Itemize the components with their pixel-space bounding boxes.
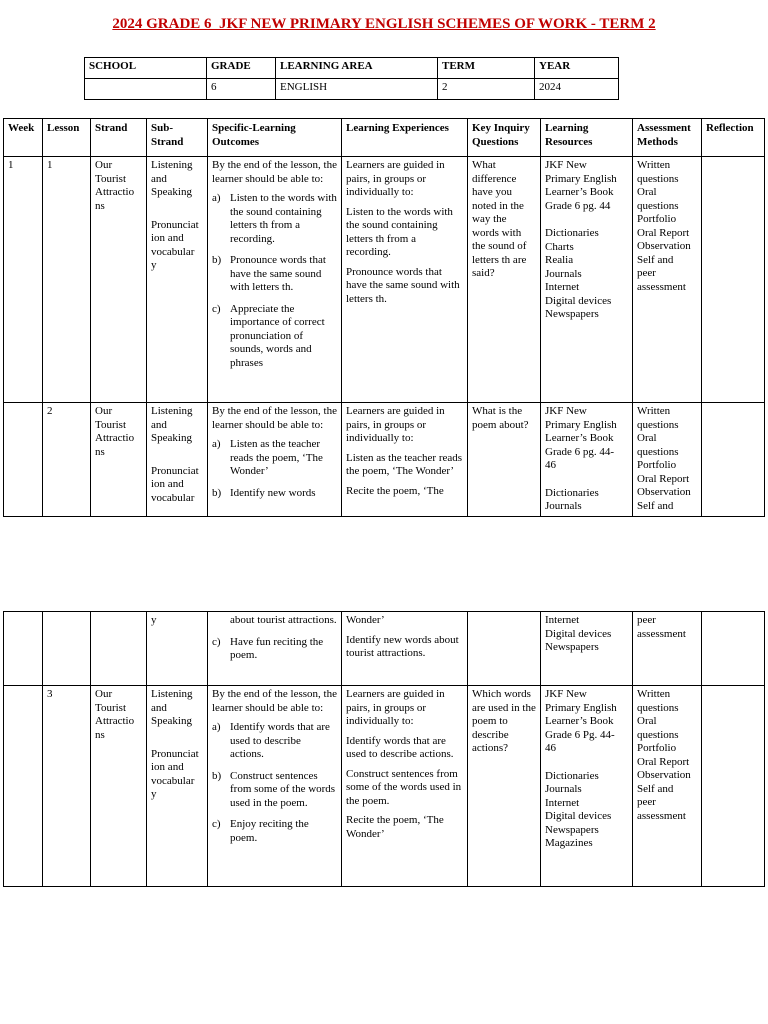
outcome-item: c) Enjoy reciting the poem.: [212, 818, 309, 844]
table-row: [4, 157, 765, 403]
experiences-cell: Learners are guided in pairs, in groups or individually to: Listen to the words with the sound containing letters th from a recording. Pronounce words that have the same sound with letters th.: [342, 157, 468, 403]
experiences-cell: Learners are guided in pairs, in groups or individually to: Listen as the teacher reads the poem, ‘The Wonder’ Recite the poem, ‘The: [342, 403, 468, 517]
column-header-row: [4, 119, 765, 157]
lesson-cell: [43, 612, 91, 686]
resources-cell: JKF New Primary English Learner’s Book Grade 6 pg. 44 Dictionaries Charts Realia Journals Internet Digital devices Newspapers: [541, 157, 633, 403]
reflection-header: Reflection: [702, 119, 765, 157]
lesson-cell: 1: [43, 157, 91, 403]
questions-header: Key Inquiry Questions: [468, 119, 541, 157]
week-cell: [4, 686, 43, 887]
lesson-cell: 2: [43, 403, 91, 517]
strand-cell: Our Tourist Attractio ns: [91, 157, 147, 403]
outcome-intro: By the end of the lesson, the learner should be able to:: [212, 159, 337, 185]
resources-cell: JKF New Primary English Learner’s Book Grade 6 pg. 44- 46 Dictionaries Journals: [541, 403, 633, 517]
strand-cell: Our Tourist Attractio ns: [91, 403, 147, 517]
assessment-cell: Written questions Oral questions Portfolio Oral Report Observation Self and: [633, 403, 702, 517]
strand-cell: [91, 612, 147, 686]
info-header-row: [85, 58, 619, 79]
outcome-item: c) Appreciate the importance of correct pronunciation of sounds, words and phrases: [212, 302, 325, 369]
outcome-item: b) Pronounce words that have the same sound with letters th.: [212, 254, 326, 293]
reflection-cell: [702, 686, 765, 887]
week-cell: 1: [4, 157, 43, 403]
info-value-row: [85, 79, 619, 100]
table-row: [4, 686, 765, 887]
year-value: 2024: [535, 79, 619, 100]
outcomes-cell: [208, 157, 342, 403]
experiences-header: Learning Experiences: [342, 119, 468, 157]
assessment-cell: Written questions Oral questions Portfolio Oral Report Observation Self and peer assessment: [633, 686, 702, 887]
sub-strand-primary: Listening and Speaking: [151, 159, 193, 198]
outcome-item: a) Listen as the teacher reads the poem, ‘The Wonder’: [212, 438, 323, 477]
experiences-cell: Wonder’ Identify new words about tourist attractions.: [342, 612, 468, 686]
lesson-cell: 3: [43, 686, 91, 887]
reflection-cell: [702, 612, 765, 686]
grade-header: GRADE: [207, 58, 276, 79]
scheme-table-page-2: [3, 611, 765, 887]
assessment-header: Assessment Methods: [633, 119, 702, 157]
question-cell: What is the poem about?: [468, 403, 541, 517]
page-title: 2024 GRADE 6 JKF NEW PRIMARY ENGLISH SCHEMES OF WORK - TERM 2: [112, 16, 656, 32]
year-header: YEAR: [535, 58, 619, 79]
outcomes-cell: By the end of the lesson, the learner should be able to: a) Listen as the teacher reads the poem, ‘The Wonder’ b) Identify new words: [208, 403, 342, 517]
school-header: SCHOOL: [85, 58, 207, 79]
outcome-item: a) Identify words that are used to describe actions.: [212, 721, 330, 760]
strand-cell: Our Tourist Attractio ns: [91, 686, 147, 887]
week-cell: [4, 403, 43, 517]
outcome-item: b) Construct sentences from some of the words used in the poem.: [212, 769, 336, 809]
sub-strand-cell: Listening and Speaking Pronunciat ion and vocabular: [147, 403, 208, 517]
table-row: [4, 403, 765, 517]
outcomes-cell: [208, 612, 342, 686]
sub-strand-cell: [147, 157, 208, 403]
assessment-cell: peer assessment: [633, 612, 702, 686]
grade-value: 6: [207, 79, 276, 100]
outcome-item: b) Identify new words: [212, 486, 316, 499]
outcome-item: a) Listen to the words with the sound containing letters th from a recording.: [212, 192, 337, 245]
term-header: TERM: [438, 58, 535, 79]
question-cell: [468, 612, 541, 686]
school-value: [85, 79, 207, 100]
sub-strand-cell: y: [147, 612, 208, 686]
outcomes-header: Specific-Learning Outcomes: [208, 119, 342, 157]
assessment-cell: Written questions Oral questions Portfolio Oral Report Observation Self and peer assessment: [633, 157, 702, 403]
learning-area-header: LEARNING AREA: [276, 58, 438, 79]
sub-strand-cell: Listening and Speaking Pronunciat ion and vocabular y: [147, 686, 208, 887]
outcome-item: about tourist attractions.: [230, 614, 337, 626]
resources-cell: Internet Digital devices Newspapers: [541, 612, 633, 686]
learning-area-value: ENGLISH: [276, 79, 438, 100]
question-cell: Which words are used in the poem to describe actions?: [468, 686, 541, 887]
term-value: 2: [438, 79, 535, 100]
resources-header: Learning Resources: [541, 119, 633, 157]
lesson-header: Lesson: [43, 119, 91, 157]
resources-cell: JKF New Primary English Learner’s Book Grade 6 Pg. 44- 46 Dictionaries Journals Internet Digital devices Newspapers Magazines: [541, 686, 633, 887]
sub-strand-header: Sub- Strand: [147, 119, 208, 157]
scheme-table-page-1: [3, 118, 765, 517]
reflection-cell: [702, 157, 765, 403]
table-row-continued: [4, 612, 765, 686]
strand-header: Strand: [91, 119, 147, 157]
school-info-table: [84, 57, 619, 100]
week-cell: [4, 612, 43, 686]
reflection-cell: [702, 403, 765, 517]
experiences-cell: Learners are guided in pairs, in groups or individually to: Identify words that are used to describe actions. Construct sentences from some of the words used in the poem. Recite the poem, ‘The Wonder’: [342, 686, 468, 887]
outcomes-cell: By the end of the lesson, the learner should be able to: a) Identify words that are used to describe actions. b) Construct sentences from some of the words used in the poem. c) Enjoy reciting the poem.: [208, 686, 342, 887]
sub-strand-secondary: Pronunciat ion and vocabular y: [151, 218, 199, 271]
week-header: Week: [4, 119, 43, 157]
question-cell: What difference have you noted in the way the words with the sound of letters th are said?: [468, 157, 541, 403]
outcome-item: c) Have fun reciting the poem.: [212, 635, 324, 661]
